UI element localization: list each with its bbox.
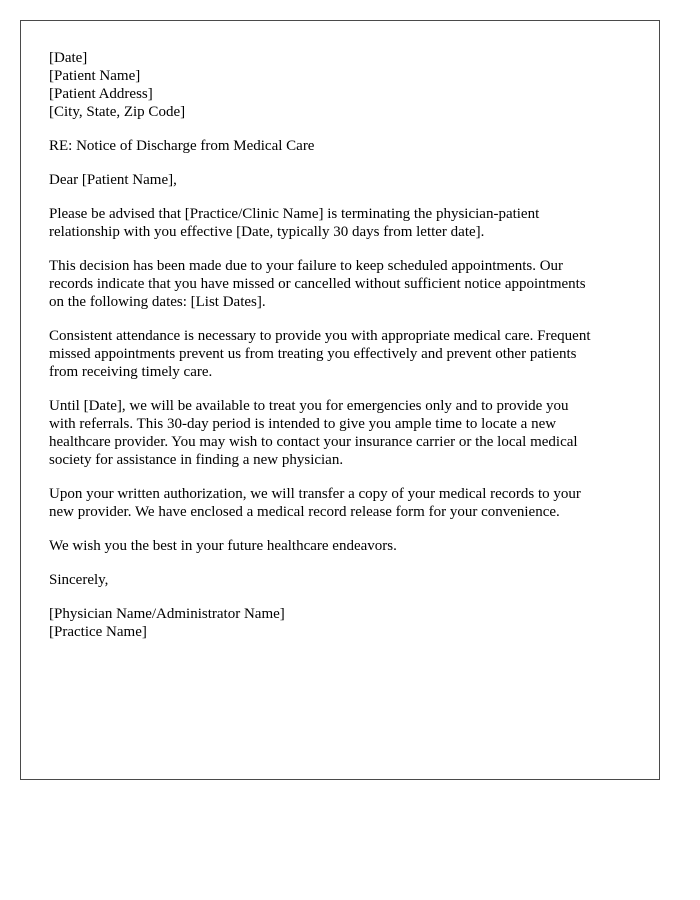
paragraph-line: Upon your written authorization, we will transfer a copy of your medical records to your: [49, 486, 581, 502]
signature-block: [49, 605, 639, 641]
paragraph-termination: [49, 205, 639, 241]
subject-line: [49, 137, 639, 155]
signature-name: [Physician Name/Administrator Name]: [49, 606, 285, 622]
closing-text: Sincerely,: [49, 572, 109, 588]
paragraph-line: society for assistance in finding a new physician.: [49, 452, 344, 468]
salutation-text: Dear [Patient Name],: [49, 172, 177, 188]
header-date: [Date]: [49, 50, 88, 66]
letter-content: [49, 49, 639, 657]
paragraph-line: new provider. We have enclosed a medical record release form for your convenience.: [49, 504, 560, 520]
paragraph-line: from receiving timely care.: [49, 364, 213, 380]
letter-page: [20, 20, 660, 780]
paragraph-best-wishes: [49, 537, 639, 555]
closing: [49, 571, 639, 589]
paragraph-attendance: [49, 327, 639, 381]
paragraph-line: Consistent attendance is necessary to provide you with appropriate medical care. Frequent: [49, 328, 591, 344]
paragraph-reason: [49, 257, 639, 311]
header-patient-address: [Patient Address]: [49, 86, 153, 102]
paragraph-line: Please be advised that [Practice/Clinic Name] is terminating the physician-patient: [49, 206, 540, 222]
paragraph-line: healthcare provider. You may wish to contact your insurance carrier or the local medical: [49, 434, 578, 450]
paragraph-line: relationship with you effective [Date, typically 30 days from letter date].: [49, 224, 485, 240]
paragraph-emergency-period: [49, 397, 639, 469]
paragraph-line: We wish you the best in your future healthcare endeavors.: [49, 538, 397, 554]
paragraph-line: records indicate that you have missed or cancelled without sufficient notice appointments: [49, 276, 586, 292]
paragraph-line: Until [Date], we will be available to treat you for emergencies only and to provide you: [49, 398, 569, 414]
subject-text: RE: Notice of Discharge from Medical Care: [49, 138, 315, 154]
paragraph-line: with referrals. This 30-day period is intended to give you ample time to locate a new: [49, 416, 557, 432]
salutation: [49, 171, 639, 189]
header-patient-name: [Patient Name]: [49, 68, 141, 84]
signature-practice: [Practice Name]: [49, 624, 147, 640]
paragraph-line: This decision has been made due to your failure to keep scheduled appointments. Our: [49, 258, 564, 274]
paragraph-line: on the following dates: [List Dates].: [49, 294, 266, 310]
paragraph-line: missed appointments prevent us from treating you effectively and prevent other patients: [49, 346, 577, 362]
paragraph-records: [49, 485, 639, 521]
recipient-header: [49, 49, 639, 121]
header-city-state-zip: [City, State, Zip Code]: [49, 104, 186, 120]
